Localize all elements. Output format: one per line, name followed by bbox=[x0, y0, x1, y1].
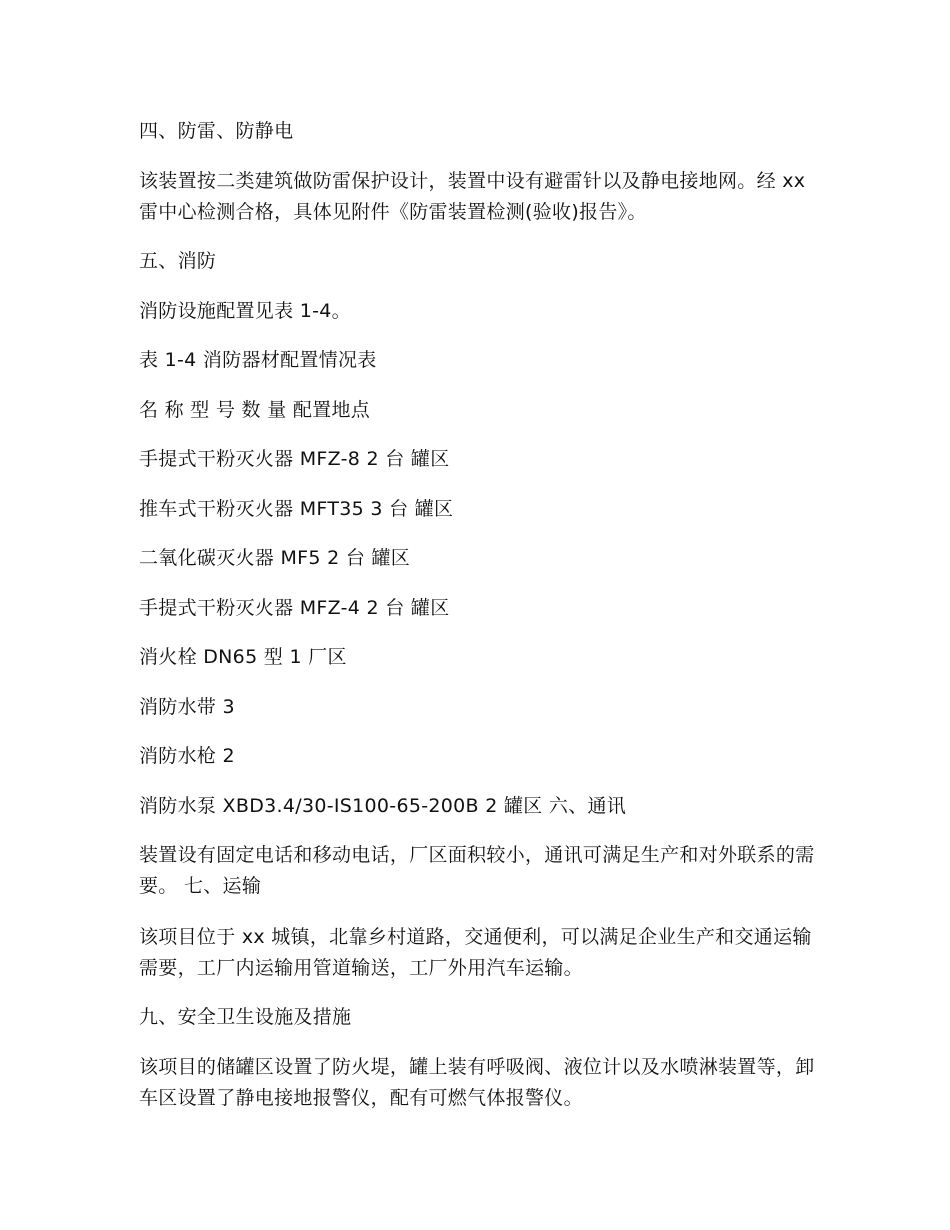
paragraph-lightning: 该装置按二类建筑做防雷保护设计，装置中设有避雷针以及静电接地网。经 xx 雷中心检测合格，具体见附件《防雷装置检测(验收)报告》。 bbox=[139, 170, 806, 223]
table-caption: 表 1-4 消防器材配置情况表 bbox=[139, 349, 377, 371]
section-heading-safety: 九、安全卫生设施及措施 bbox=[139, 1006, 352, 1028]
table-row: 手提式干粉灭火器 MFZ-8 2 台 罐区 bbox=[139, 448, 450, 470]
table-row: 消火栓 DN65 型 1 厂区 bbox=[139, 646, 347, 668]
table-row: 二氧化碳灭火器 MF5 2 台 罐区 bbox=[139, 547, 411, 569]
table-row-with-heading: 消防水泵 XBD3.4/30-IS100-65-200B 2 罐区 六、通讯 bbox=[139, 795, 627, 817]
paragraph-fire-intro: 消防设施配置见表 1-4。 bbox=[139, 300, 351, 322]
table-row: 消防水枪 2 bbox=[139, 745, 235, 767]
table-row: 推车式干粉灭火器 MFT35 3 台 罐区 bbox=[139, 498, 454, 520]
table-row: 手提式干粉灭火器 MFZ-4 2 台 罐区 bbox=[139, 597, 450, 619]
section-heading-lightning: 四、防雷、防静电 bbox=[139, 120, 294, 142]
table-row: 消防水带 3 bbox=[139, 696, 235, 718]
section-heading-fire: 五、消防 bbox=[139, 250, 217, 272]
paragraph-transport: 该项目位于 xx 城镇，北靠乡村道路，交通便利，可以满足企业生产和交通运输需要，工厂内运输用管道输送，工厂外用汽车运输。 bbox=[139, 926, 812, 979]
table-header-row: 名 称 型 号 数 量 配置地点 bbox=[139, 399, 371, 421]
paragraph-safety: 该项目的储罐区设置了防火堤，罐上装有呼吸阀、液位计以及水喷淋装置等，卸车区设置了静电接地报警仪，配有可燃气体报警仪。 bbox=[139, 1056, 815, 1109]
paragraph-communication: 装置设有固定电话和移动电话，厂区面积较小，通讯可满足生产和对外联系的需要。 七、运输 bbox=[139, 844, 815, 897]
